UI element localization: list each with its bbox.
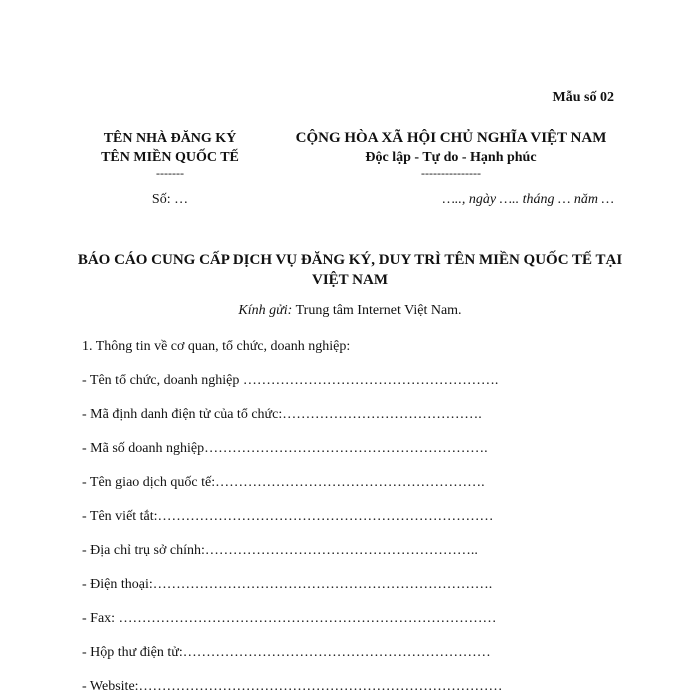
national-motto: Độc lập - Tự do - Hạnh phúc: [365, 150, 537, 165]
national-divider: ---------------: [421, 166, 481, 180]
recipient-line: [70, 303, 630, 319]
section-heading: 1. Thông tin về cơ quan, tổ chức, doanh nghiệp:: [82, 339, 351, 354]
registrar-divider: -------: [156, 166, 184, 180]
field-tax-code: - Mã số doanh nghiệp…………………………………………………….: [82, 441, 488, 456]
national-header: [268, 129, 634, 179]
field-short-name: - Tên viết tắt:………………………………………………………………: [82, 509, 494, 524]
national-title: CỘNG HÒA XÃ HỘI CHỦ NGHĨA VIỆT NAM: [295, 130, 607, 146]
field-website: - Website:……………………………………………………………………: [82, 679, 503, 694]
field-org-name: - Tên tổ chức, doanh nghiệp ……………………………………………….: [82, 373, 499, 388]
field-fax: - Fax: ………………………………………………………………………: [82, 611, 497, 626]
document-number: Số: …: [151, 192, 189, 207]
registrar-name-line2: TÊN MIỀN QUỐC TẾ: [101, 150, 239, 165]
form-code: Mẫu số 02: [552, 90, 614, 105]
field-phone: - Điện thoại:……………………………………………………………….: [82, 577, 493, 592]
registrar-name-line1: TÊN NHÀ ĐĂNG KÝ: [103, 131, 237, 146]
registrar-header: [70, 129, 270, 179]
recipient-value: Trung tâm Internet Việt Nam.: [292, 303, 462, 318]
report-title: BÁO CÁO CUNG CẤP DỊCH VỤ ĐĂNG KÝ, DUY TRÌ TÊN MIỀN QUỐC TẾ TẠI VIỆT NAM: [77, 252, 623, 288]
field-electronic-id: - Mã định danh điện tử của tổ chức:…………………………………….: [82, 407, 482, 422]
document-date: ….., ngày ….. tháng … năm …: [442, 192, 614, 207]
recipient-label: Kính gửi:: [238, 303, 293, 318]
field-address: - Địa chỉ trụ sở chính:…………………………………………………..: [82, 543, 478, 558]
field-email: - Hộp thư điện tử:…………………………………………………………: [82, 645, 491, 660]
field-international-name: - Tên giao dịch quốc tế:………………………………………………….: [82, 475, 485, 490]
